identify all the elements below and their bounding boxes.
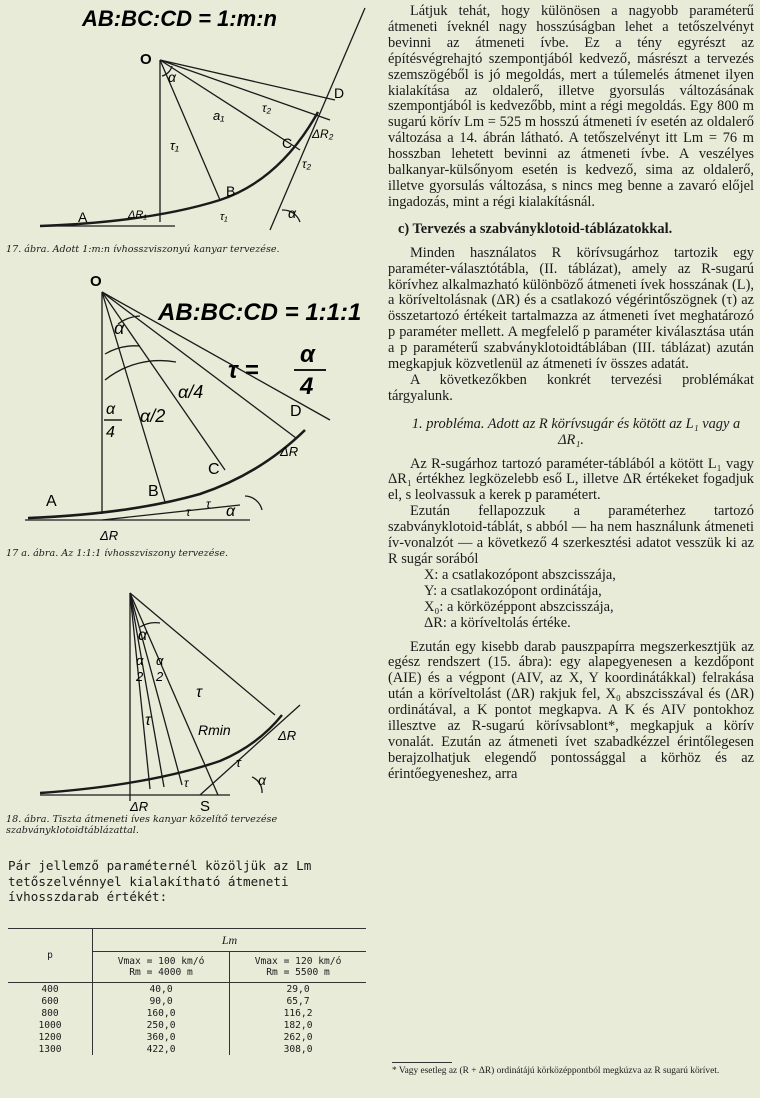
- fig17-label-dr1: ΔR₁: [128, 209, 147, 221]
- fig17a-tau: τ =: [228, 357, 259, 384]
- table-row: [8, 983, 366, 996]
- table-cell: 29,0: [286, 983, 310, 995]
- table-cell: 250,0: [93, 1019, 230, 1031]
- fig17a-label-t2: τ: [206, 497, 211, 511]
- fig17-label-t2b: τ₂: [302, 157, 312, 171]
- para-2: Minden használatos R körívsugárhoz tartozik egy paraméter-választótábla, (II. táblázat), amely az R-sugarú körívhez alkalmazható különböző átmeneti ívek hosszának (L), a köríveltolásnak (ΔR) és a csatlakozó végérintőszögnek (τ) az összetartozó értékeit tartalmazza az átmeneti ívet meghatározó p paraméter mellett. A megfelelő p paraméter kiválasztása után a p paraméterű szabványklotoidtáblában (III. táblázat) azután megkapjuk közvetlenül az átmeneti ív összes adatát.: [388, 244, 754, 373]
- fig18-label-a2-right-den: 2: [156, 669, 164, 684]
- fig17-label-t2: τ₂: [262, 101, 272, 115]
- fig18-label-a2-left-num: α: [136, 653, 144, 668]
- table-cell: 182,0: [283, 1019, 313, 1031]
- fig17a-tau-den: 4: [300, 373, 314, 400]
- fig17a-tau-num: α: [300, 341, 315, 368]
- table-row: [8, 1007, 366, 1019]
- fig17-label-a: A: [78, 209, 88, 225]
- fig17a-label-dr: ΔR: [280, 444, 299, 459]
- table-cell: 1000: [8, 1019, 93, 1031]
- problem-heading: 1. probléma. Adott az R körívsugár és kötött az L₁ vagy a ΔR₁.: [411, 415, 741, 448]
- fig17a-caption: 17 a. ábra. Az 1:1:1 ívhosszviszony tervezése.: [6, 548, 229, 559]
- para-1: Látjuk tehát, hogy különösen a nagyobb paraméterű átmeneti íveknél nagy hosszúságban lehet a tetőszelvényt bevinni az átmeneti ívbe. Ez a tény egyrészt az építésvégrehajtó szempontjából kedvező, másrészt a tervezés szemszögéből is jó megoldás, mert a túlemelés átmenet ilyen kialakítása az oldalerő, illetve gyorsulás változásának szempontjából is kedvezőbb, mint a régi megoldás. Egy 800 m sugarú körív Lm = 525 m hosszú átmeneti ív esetén az oldalerő változása a 14. ábrán látható. A tetőszelvényt itt Lm = 76 m hosszban lehetett bevinni az átmeneti ívbe. A veszélyes balkanyar-külsőnyom esetén is kedvező, sima az oldalerő, illetve gyorsulás változása, s nincs meg benne a zavaró előjel ingadozás, mint a régi kialakításnál.: [388, 3, 754, 210]
- fig18-label-t4: τ: [184, 776, 189, 790]
- fig18-label-t2: τ: [196, 684, 202, 701]
- table-cell: 1200: [8, 1031, 93, 1043]
- sub-header-1: [93, 952, 230, 983]
- figure-18: [0, 585, 380, 815]
- def-y: Y: a csatlakozópont ordinátája,: [424, 582, 602, 599]
- figure-17: [0, 0, 380, 250]
- fig17-label-d: D: [334, 85, 345, 101]
- fig17-label-t1: τ₁: [170, 138, 179, 153]
- table-cell: 308,0: [283, 1043, 313, 1055]
- fig17-label-t1b: τ₁: [220, 211, 228, 223]
- fig17-label-c: C: [282, 135, 293, 151]
- fig17a-label-t: τ: [186, 505, 191, 519]
- def-x0: X₀: a körközéppont abszcisszája,: [424, 598, 614, 615]
- fig17-label-o: O: [140, 51, 152, 68]
- para-3: A következőkben konkrét tervezési problémákat tárgyalunk.: [388, 371, 754, 404]
- table-cell: 800: [8, 1007, 93, 1019]
- table-cell: 400: [8, 983, 93, 996]
- right-column: [388, 4, 754, 783]
- fig17a-label-a4b-num: α: [106, 401, 116, 418]
- para-5: Ezután fellapozzuk a paraméterhez tartozó szabványklotoid-táblát, s abból — ha nem használunk átmeneti ív-vonalzót — a következő 4 szerkesztési adatot vesszük ki az R sugár sorából: [388, 503, 754, 567]
- para-6: Ezután egy kisebb darab pauszpapírra megszerkesztjük az egész rendszert (15. ábra): egy alapegyenesen a kezdőpont (AIE) és a végpont (AIV, az X, Y koordinátákkal) felrakása után a köríveltolást (ΔR) rakjuk fel, X₀ abszcisszával és (ΔR) ordinátával, a K pontot megkapva. A K és AIV pontokhoz illesztve az R-sugarú körívsablont*, megkapjuk a körív vonalát. Ezután az átmeneti ívet szabadkézzel érintőlegesen berajzolhatjuk elegendő pontossággal a körhöz és az érintőegyeneshez, arra: [388, 638, 754, 782]
- fig17-caption: 17. ábra. Adott 1:m:n ívhosszviszonyú kanyar tervezése.: [6, 244, 280, 255]
- lm-table: [8, 928, 366, 1055]
- def-x: X: a csatlakozópont abszcisszája,: [424, 566, 616, 583]
- table-row: [8, 1031, 366, 1043]
- fig17a-formula: AB:BC:CD = 1:1:1: [158, 299, 362, 326]
- fig17a-label-c: C: [208, 461, 220, 478]
- fig18-label-s: S: [200, 798, 211, 815]
- fig17a-label-o: O: [90, 273, 102, 290]
- figure-17a: [0, 270, 380, 550]
- section-heading: c) Tervezés a szabványklotoid-táblázatokkal.: [398, 220, 673, 237]
- table-cell: 65,7: [286, 995, 310, 1007]
- fig17a-label-a4: α/4: [178, 382, 204, 402]
- table-cell: 360,0: [93, 1031, 230, 1043]
- sub-header-1b: Rm = 4000 m: [129, 967, 193, 978]
- fig18-label-alpha2: α: [258, 772, 266, 788]
- fig17a-label-a: A: [46, 493, 57, 510]
- fig18-label-dr: ΔR: [278, 728, 297, 743]
- table-cell: 90,0: [93, 995, 230, 1007]
- fig17-formula: AB:BC:CD = 1:m:n: [82, 6, 277, 31]
- table-cell: 422,0: [93, 1043, 230, 1055]
- col-lm-header: Lm: [93, 929, 367, 952]
- fig17-label-alpha: α: [168, 69, 176, 85]
- table-cell: 1300: [8, 1043, 93, 1055]
- sub-header-2a: Vmax = 120 km/ó: [254, 956, 342, 967]
- fig17-label-alpha2: α: [288, 205, 296, 221]
- table-cell: 600: [8, 995, 93, 1007]
- fig17a-label-alpha2: α: [226, 503, 236, 520]
- sub-header-1a: Vmax = 100 km/ó: [117, 956, 205, 967]
- def-dr: ΔR: a köríveltolás értéke.: [424, 614, 571, 631]
- sub-header-2: [230, 952, 366, 983]
- fig17-label-dr2: ΔR₂: [312, 127, 334, 141]
- fig17-label-a1: a₁: [213, 108, 225, 123]
- para-4: Az R-sugárhoz tartozó paraméter-táblából a kötött L₁ vagy ΔR₁ értékhez legközelebb eső L, illetve ΔR értékeket fogadjuk el, s leolvassuk a kerek p paramétert.: [388, 455, 754, 504]
- table-cell: 116,2: [283, 1007, 313, 1019]
- fig18-label-rmin: Rmin: [198, 722, 231, 738]
- table-cell: 40,0: [93, 983, 230, 996]
- footnote: * Vagy esetleg az (R + ΔR) ordinátájú körközéppontból megkúzva az R sugarú körívet.: [392, 1066, 720, 1076]
- fig17a-label-dr2: ΔR: [100, 528, 119, 543]
- table-row: [8, 995, 366, 1007]
- fig17a-label-alpha: α: [114, 318, 125, 338]
- col-p-header: p: [8, 929, 93, 983]
- fig17-label-b: B: [226, 183, 236, 199]
- fig18-label-a2-right-num: α: [156, 653, 164, 668]
- footnote-rule: [392, 1062, 452, 1063]
- table-row: [8, 1019, 366, 1031]
- fig18-label-alpha: α: [138, 627, 148, 644]
- fig18-label-t: τ: [145, 712, 151, 729]
- sub-header-2b: Rm = 5500 m: [266, 967, 330, 978]
- table-cell: 160,0: [93, 1007, 230, 1019]
- table-row: [8, 1043, 366, 1055]
- fig17a-label-a2: α/2: [140, 406, 166, 426]
- fig17a-label-a4b-den: 4: [106, 424, 115, 441]
- fig18-caption: 18. ábra. Tiszta átmeneti íves kanyar közelítő tervezése szabványklotoidtáblázattal.: [6, 814, 278, 836]
- fig17a-label-b: B: [148, 483, 159, 500]
- fig18-label-dr2: ΔR: [130, 799, 149, 814]
- fig18-label-t3: τ: [236, 755, 241, 770]
- table-cell: 262,0: [283, 1031, 313, 1043]
- fig17a-label-d: D: [290, 403, 302, 420]
- lm-table-body: [8, 983, 366, 1056]
- left-paragraph: Pár jellemző paraméternél közöljük az Lm tetőszelvénnyel kialakítható átmeneti ívhosszdarab értékét:: [8, 858, 312, 904]
- definition-list: [424, 568, 754, 632]
- fig18-label-a2-left-den: 2: [136, 669, 144, 684]
